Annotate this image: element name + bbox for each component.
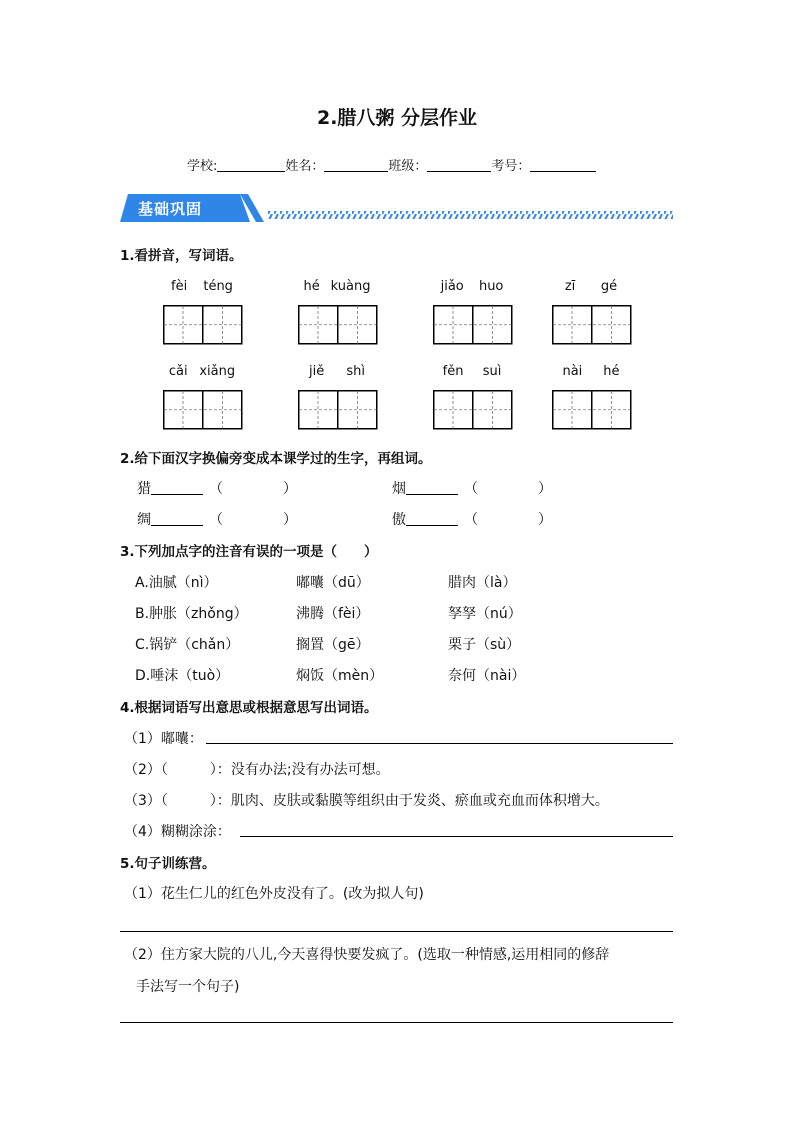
q2-char: 傲 bbox=[392, 512, 406, 528]
q3-word: 嘟囔（dū） bbox=[296, 575, 370, 591]
class-label: 班级： bbox=[388, 159, 428, 174]
q4-item-2: （2）（ ）：没有办法;没有办法可想。 bbox=[124, 762, 390, 778]
pinyin-syllable: jiě bbox=[309, 364, 325, 379]
q2-blank[interactable] bbox=[151, 511, 203, 526]
pinyin-syllable: nài bbox=[562, 364, 583, 379]
pinyin-syllable: cǎi bbox=[168, 364, 188, 379]
q3-word: 腊肉（là） bbox=[448, 575, 517, 591]
paren-close: ） bbox=[538, 481, 552, 497]
q2-blank[interactable] bbox=[406, 511, 458, 526]
paren-open: （ bbox=[209, 481, 223, 497]
q1-title: 1.看拼音，写词语。 bbox=[120, 248, 243, 264]
school-blank[interactable] bbox=[217, 158, 285, 172]
q2-item-1 bbox=[137, 478, 297, 498]
paren-open: （ bbox=[464, 481, 478, 497]
q5-title: 5.句子训练营。 bbox=[120, 856, 216, 872]
q3-option-b[interactable]: B.肿胀（zhǒng） bbox=[135, 606, 248, 622]
name-blank[interactable] bbox=[324, 158, 388, 172]
section-banner bbox=[118, 190, 678, 226]
q3-title: 3.下列加点字的注音有误的一项是（ ） bbox=[120, 544, 378, 560]
q2-item-3 bbox=[137, 509, 297, 529]
q3-word: 焖饭（mèn） bbox=[296, 668, 384, 684]
pinyin-label bbox=[552, 279, 630, 294]
pinyin-syllable: shì bbox=[346, 364, 365, 379]
school-label: 学校: bbox=[187, 159, 218, 174]
q2-item-2 bbox=[392, 478, 552, 498]
pinyin-syllable: kuàng bbox=[330, 279, 371, 294]
q4-answer-line-4[interactable] bbox=[240, 836, 673, 837]
pinyin-syllable: hé bbox=[603, 364, 620, 379]
pinyin-syllable: fěn bbox=[442, 364, 464, 379]
pinyin-syllable: fèi bbox=[171, 279, 188, 294]
pinyin-label bbox=[433, 364, 511, 379]
q3-word: 奈何（nài） bbox=[448, 668, 526, 684]
q5-item-2-cont: 手法写一个句子) bbox=[136, 979, 240, 995]
q3-option-d[interactable]: D.唾沫（tuò） bbox=[135, 668, 230, 684]
pinyin-label bbox=[298, 279, 376, 294]
q4-answer-line-1[interactable] bbox=[206, 743, 673, 744]
paren-close: ） bbox=[283, 512, 297, 528]
pinyin-syllable: téng bbox=[203, 279, 233, 294]
pinyin-syllable: hé bbox=[303, 279, 320, 294]
student-info-line bbox=[187, 155, 596, 174]
pinyin-syllable: zī bbox=[564, 279, 576, 294]
paren-close: ） bbox=[283, 481, 297, 497]
q4-item-3: （3）（ ）：肌肉、皮肤或黏膜等组织由于发炎、瘀血或充血而体积增大。 bbox=[124, 793, 609, 809]
tian-zi-grid[interactable] bbox=[552, 390, 632, 430]
exam-no-label: 考号： bbox=[491, 159, 531, 174]
tian-zi-grid[interactable] bbox=[433, 305, 513, 345]
q2-item-4 bbox=[392, 509, 552, 529]
q3-word: 孥孥（nú） bbox=[448, 606, 522, 622]
q4-title: 4.根据词语写出意思或根据意思写出词语。 bbox=[120, 700, 378, 716]
q3-word: 沸腾（fèi） bbox=[296, 606, 370, 622]
q5-item-2: （2）住方家大院的八儿,今天喜得快要发疯了。(选取一种情感,运用相同的修辞 bbox=[124, 947, 610, 963]
q3-word: 搁置（gē） bbox=[296, 637, 370, 653]
pinyin-label bbox=[163, 279, 241, 294]
q4-item-1: （1）嘟囔： bbox=[124, 731, 203, 747]
pinyin-syllable: gé bbox=[600, 279, 618, 294]
pinyin-syllable: suì bbox=[482, 364, 502, 379]
q2-title: 2.给下面汉字换偏旁变成本课学过的生字，再组词。 bbox=[120, 451, 432, 467]
q5-answer-line-2[interactable] bbox=[120, 1022, 673, 1023]
page-title: 2.腊八粥 分层作业 bbox=[316, 107, 478, 129]
q2-char: 猎 bbox=[137, 481, 151, 497]
pinyin-label bbox=[163, 364, 241, 379]
q3-option-a[interactable]: A.油腻（nì） bbox=[135, 575, 218, 591]
tian-zi-grid[interactable] bbox=[163, 390, 243, 430]
pinyin-label bbox=[552, 364, 630, 379]
q2-blank[interactable] bbox=[406, 480, 458, 495]
q2-char: 绸 bbox=[137, 512, 151, 528]
paren-close: ） bbox=[538, 512, 552, 528]
name-label: 姓名： bbox=[285, 159, 325, 174]
pinyin-syllable: huo bbox=[478, 279, 504, 294]
paren-open: （ bbox=[464, 512, 478, 528]
q2-blank[interactable] bbox=[151, 480, 203, 495]
q5-answer-line-1[interactable] bbox=[120, 931, 673, 932]
q3-option-c[interactable]: C.锅铲（chǎn） bbox=[135, 637, 240, 653]
tian-zi-grid[interactable] bbox=[298, 390, 378, 430]
class-blank[interactable] bbox=[427, 158, 491, 172]
q2-char: 烟 bbox=[392, 481, 406, 497]
q4-item-4: （4）糊糊涂涂： bbox=[124, 824, 231, 840]
banner-label: 基础巩固 bbox=[138, 200, 203, 218]
tian-zi-grid[interactable] bbox=[433, 390, 513, 430]
q5-item-1: （1）花生仁儿的红色外皮没有了。(改为拟人句) bbox=[124, 886, 424, 902]
exam-no-blank[interactable] bbox=[530, 158, 596, 172]
pinyin-syllable: xiǎng bbox=[199, 364, 236, 379]
tian-zi-grid[interactable] bbox=[552, 305, 632, 345]
pinyin-label bbox=[298, 364, 376, 379]
q3-word: 栗子（sù） bbox=[448, 637, 521, 653]
paren-open: （ bbox=[209, 512, 223, 528]
pinyin-syllable: jiǎo bbox=[440, 279, 464, 294]
tian-zi-grid[interactable] bbox=[163, 305, 243, 345]
tian-zi-grid[interactable] bbox=[298, 305, 378, 345]
pinyin-label bbox=[433, 279, 511, 294]
